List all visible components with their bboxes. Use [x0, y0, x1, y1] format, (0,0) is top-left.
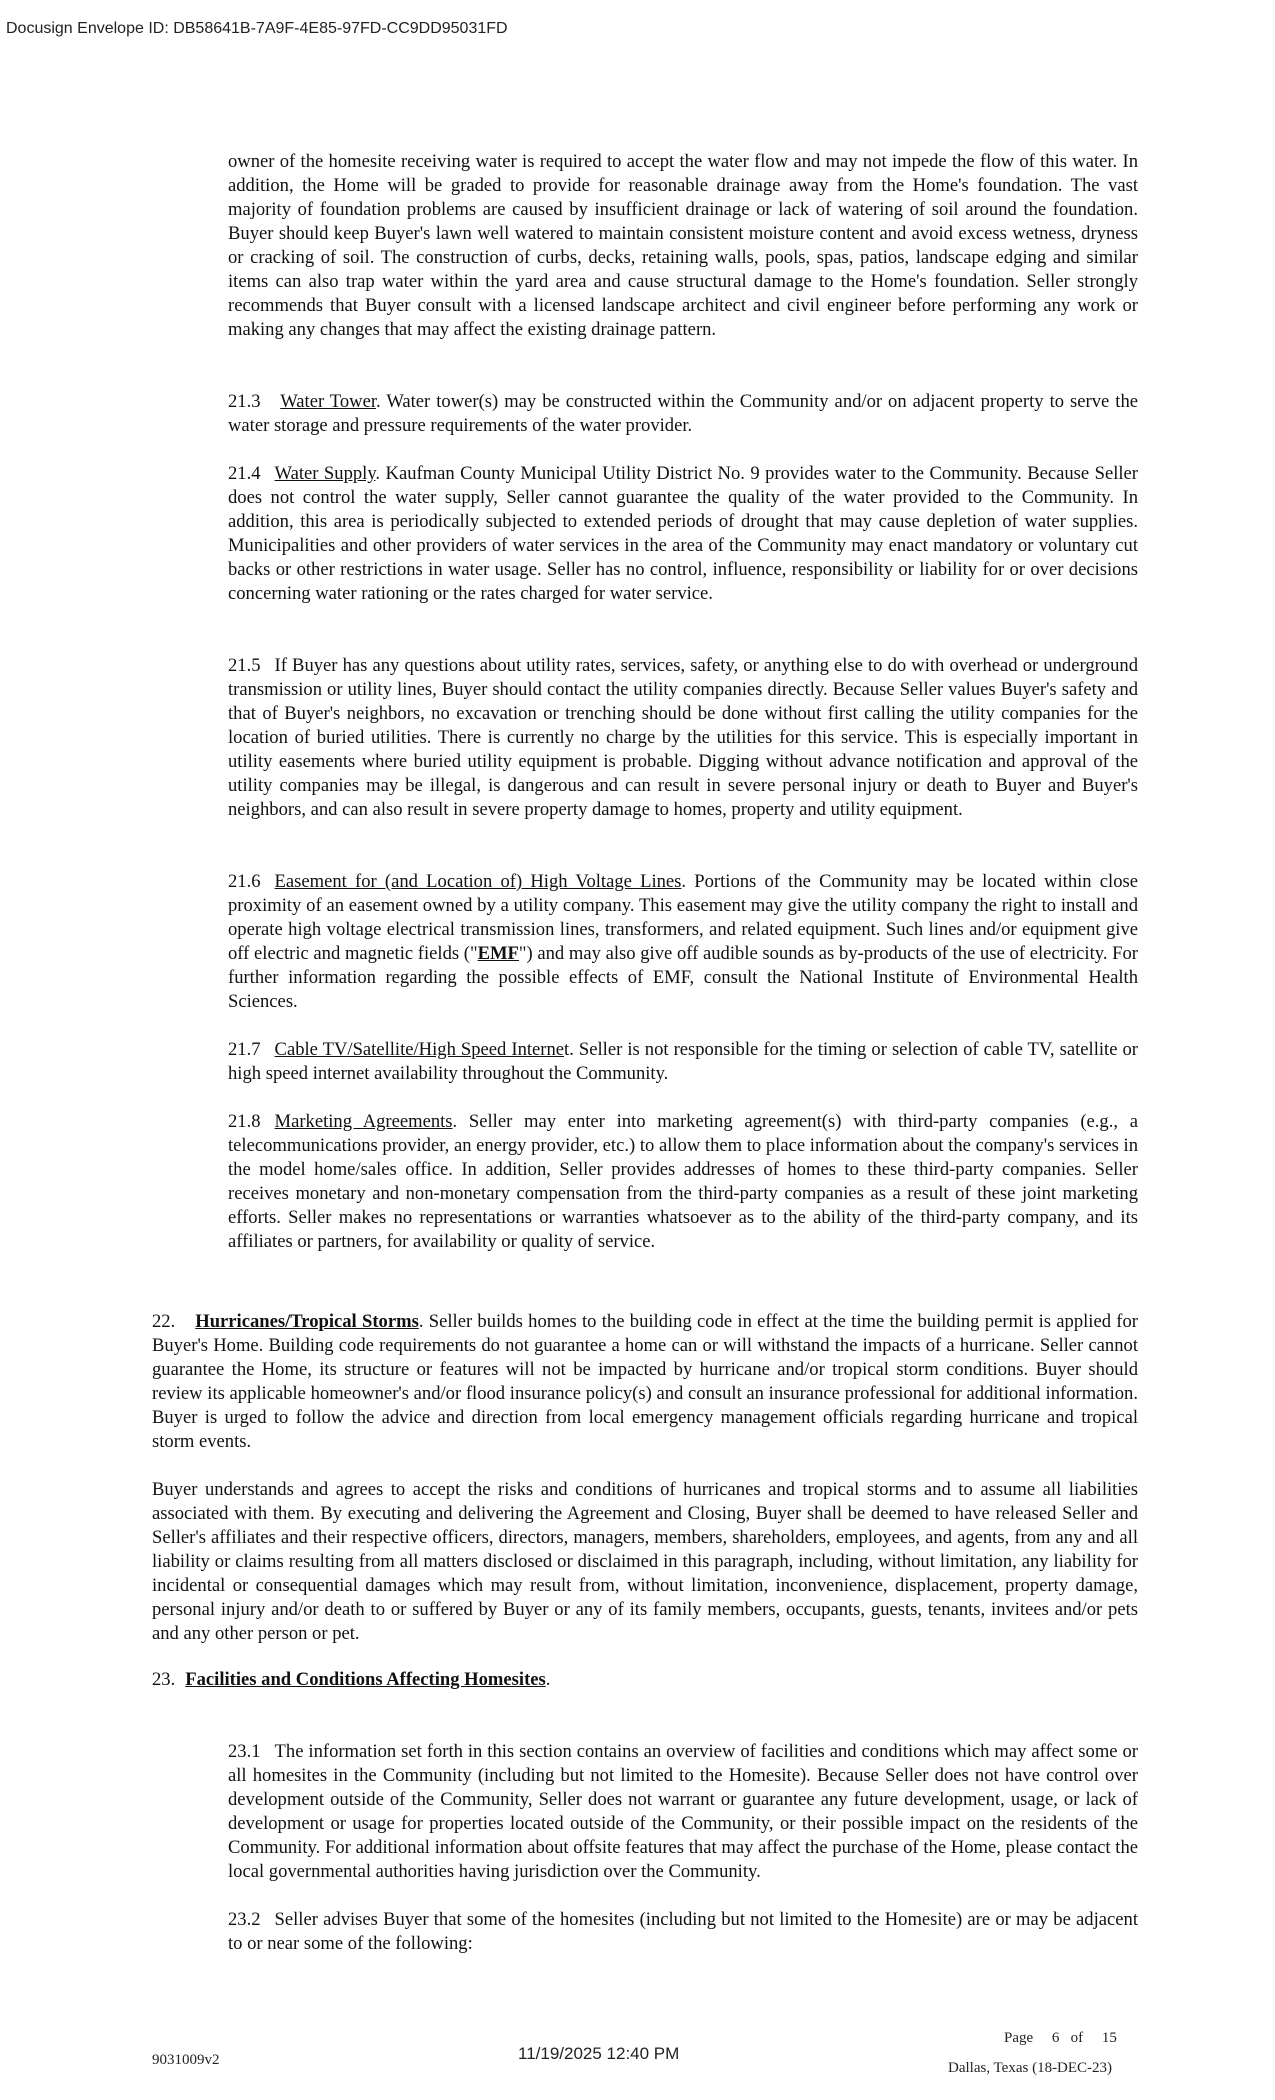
section-heading-hurricanes: Hurricanes/Tropical Storms	[195, 1311, 419, 1332]
section-text: . Seller may enter into marketing agreement(s) with third-party companies (e.g., a telecommunications provider, an energy provider, etc.) to allow them to place information about the company's services in the model home/sales office. In addition, Seller provides addresses of homes to these third-party companies. Seller receives monetary and non-monetary compensation from the third-party companies as a result of these joint marketing efforts. Seller makes no representations or warranties whatsoever as to the ability of the third-party company, and its affiliates or partners, for availability or quality of service.	[228, 1111, 1138, 1252]
section-text: ") and may also give off audible sounds as by-products of the use of electricity. For further information regarding the possible effects of EMF, consult the National Institute of Environmental Health Sciences.	[228, 943, 1139, 1012]
paragraph-21-8	[228, 1110, 1138, 1254]
section-heading-high-voltage-lines: Easement for (and Location of) High Voltage Lines	[274, 871, 682, 892]
of-label: of	[1070, 2030, 1084, 2046]
document-location: Dallas, Texas (18-DEC-23)	[948, 2060, 1113, 2076]
section-number: 21.7	[228, 1039, 261, 1060]
paragraph-21-5	[228, 654, 1138, 822]
section-text: . Seller builds homes to the building code in effect at the time the building permit is applied for Buyer's Home. Building code requirements do not guarantee a home can or will withstand the impacts of a hurricane. Seller cannot guarantee the Home, its structure or features will not be impacted by hurricane and/or tropical storm conditions. Buyer should review its applicable homeowner's and/or flood insurance policy(s) and consult an insurance professional for additional information. Buyer is urged to follow the advice and direction from local emergency management officials regarding hurricane and tropical storm events.	[152, 1311, 1138, 1452]
section-text: If Buyer has any questions about utility rates, services, safety, or anything else to do with overhead or underground transmission or utility lines, Buyer should contact the utility companies directly. Because Seller values Buyer's safety and that of Buyer's neighbors, no excavation or trenching should be done without first calling the utility companies for the location of buried utilities. There is currently no charge by the utilities for this service. This is especially important in utility easements where buried utility equipment is probable. Digging without advance notification and approval of the utility companies may be illegal, is dangerous and can result in severe personal injury or death to Buyer and Buyer's neighbors, and can also result in severe property damage to homes, property and utility equipment.	[228, 655, 1138, 820]
section-heading-water-tower: Water Tower	[280, 391, 377, 412]
section-number: 21.6	[228, 871, 261, 892]
paragraph-21-2-continued: owner of the homesite receiving water is required to accept the water flow and may not impede the flow of this water. In addition, the Home will be graded to provide for reasonable drainage away from the Home's foundation. The vast majority of foundation problems are caused by insufficient drainage or lack of watering of soil around the foundation. Buyer should keep Buyer's lawn well watered to maintain consistent moisture content and avoid excess wetness, dryness or cracking of soil. The construction of curbs, decks, retaining walls, pools, spas, patios, landscape edging and similar items can also trap water within the yard area and cause structural damage to the Home's foundation. Seller strongly recommends that Buyer consult with a licensed landscape architect and civil engineer before performing any work or making any changes that may affect the existing drainage pattern.	[228, 151, 1138, 340]
section-text: t. Seller is not responsible for the timing or selection of cable TV, satellite or high speed internet availability throughout the Community.	[228, 1039, 1138, 1084]
section-text: . Kaufman County Municipal Utility District No. 9 provides water to the Community. Because Seller does not control the water supply, Seller cannot guarantee the quality of the water provided to the Community. In addition, this area is periodically subjected to extended periods of drought that may cause depletion of water supplies. Municipalities and other providers of water services in the area of the Community may enact mandatory or voluntary cut backs or other restrictions in water usage. Seller has no control, influence, responsibility or liability for or over decisions concerning water rationing or the rates charged for water service.	[228, 463, 1138, 604]
section-number: 21.4	[228, 463, 261, 484]
signing-timestamp: 11/19/2025 12:40 PM	[518, 2044, 680, 2063]
section-number: 22.	[152, 1311, 176, 1332]
section-number: 21.8	[228, 1111, 261, 1132]
paragraph-21-6	[228, 870, 1138, 1014]
section-heading-facilities: Facilities and Conditions Affecting Homesites	[185, 1669, 546, 1690]
section-number: 23.	[152, 1669, 176, 1690]
paragraph-21-7	[228, 1038, 1138, 1086]
paragraph-22	[152, 1310, 1138, 1454]
section-number: 23.1	[228, 1741, 261, 1762]
section-text: Seller advises Buyer that some of the homesites (including but not limited to the Homesite) are or may be adjacent to or near some of the following:	[228, 1909, 1138, 1954]
section-heading-cable-tv: Cable TV/Satellite/High Speed Interne	[274, 1039, 565, 1060]
document-code: 9031009v2	[152, 2052, 220, 2068]
page-number: 6	[1051, 2030, 1060, 2046]
section-number: 23.2	[228, 1909, 261, 1930]
section-number: 21.3	[228, 391, 261, 412]
paragraph-23-1	[228, 1740, 1138, 1884]
paragraph-22-release: Buyer understands and agrees to accept the risks and conditions of hurricanes and tropical storms and to assume all liabilities associated with them. By executing and delivering the Agreement and Closing, Buyer shall be deemed to have released Seller and Seller's affiliates and their respective officers, directors, managers, members, shareholders, employees, and agents, from any and all liability or claims resulting from all matters disclosed or disclaimed in this paragraph, including, without limitation, any liability for incidental or consequential damages which may result from, without limitation, inconvenience, displacement, property damage, personal injury and/or death to or suffered by Buyer or any of its family members, occupants, guests, tenants, invitees and/or pets and any other person or pet.	[152, 1479, 1138, 1644]
paragraph-23-2	[228, 1908, 1138, 1956]
section-text: . Water tower(s) may be constructed within the Community and/or on adjacent property to serve the water storage and pressure requirements of the water provider.	[228, 391, 1138, 436]
section-text: . Portions of the Community may be located within close proximity of an easement owned by a utility company. This easement may give the utility company the right to install and operate high voltage electrical transmission lines, transformers, and related equipment. Such lines and/or equipment give off electric and magnetic fields ("	[228, 871, 1138, 964]
section-heading-water-supply: Water Supply	[274, 463, 376, 484]
page-label: Page	[1004, 2030, 1034, 2046]
defined-term-emf: EMF	[477, 943, 519, 964]
paragraph-23	[152, 1668, 1138, 1692]
paragraph-21-4	[228, 462, 1138, 606]
section-text: The information set forth in this section contains an overview of facilities and conditions which may affect some or all homesites in the Community (including but not limited to the Homesite). Because Seller does not have control over development outside of the Community, Seller does not warrant or guarantee any future development, usage, or lack of development or usage for properties located outside of the Community, or their possible impact on the residents of the Community. For additional information about offsite features that may affect the purchase of the Home, please contact the local governmental authorities having jurisdiction over the Community.	[228, 1741, 1138, 1882]
page-total: 15	[1101, 2030, 1117, 2046]
page-indicator	[1004, 2030, 1117, 2047]
docusign-envelope-id: Docusign Envelope ID: DB58641B-7A9F-4E85-97FD-CC9DD95031FD	[6, 20, 508, 37]
section-text: .	[545, 1669, 551, 1690]
paragraph-21-3	[228, 390, 1138, 438]
section-number: 21.5	[228, 655, 261, 676]
section-heading-marketing-agreements: Marketing Agreements	[274, 1111, 453, 1132]
